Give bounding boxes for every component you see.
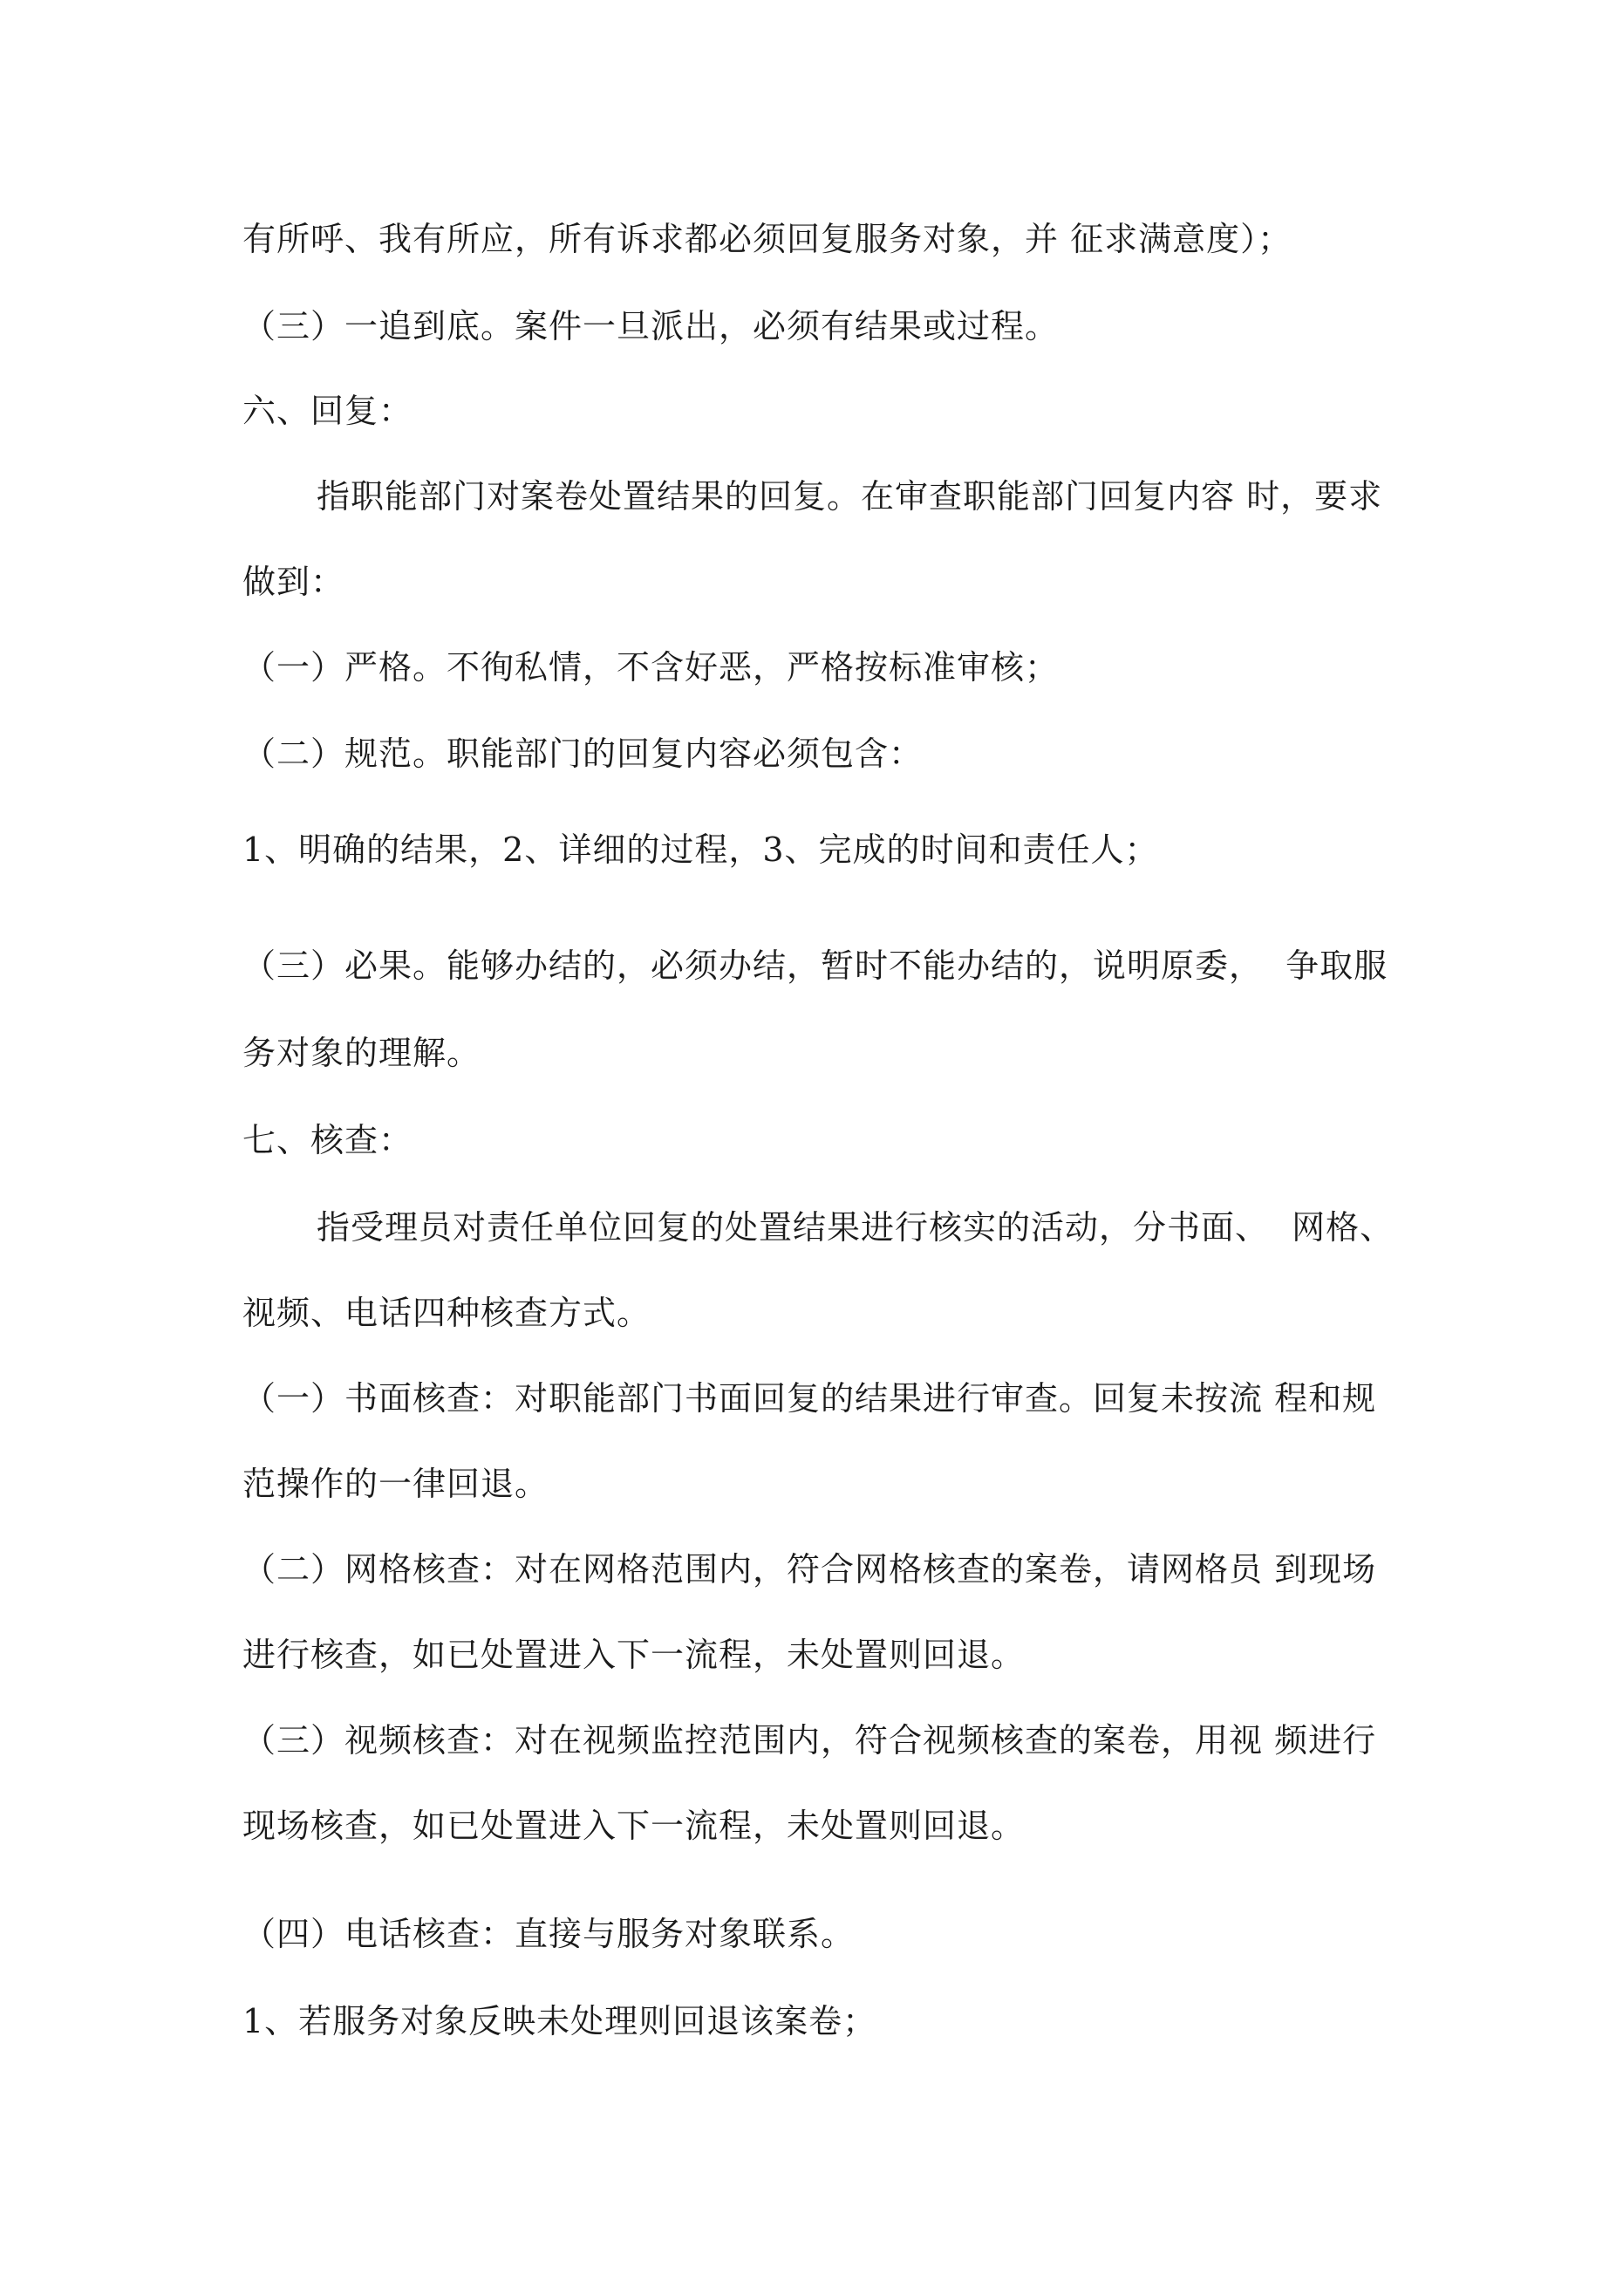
text-line: 范操作的一律回退。 — [242, 1465, 549, 1503]
text-line: 务对象的理解。 — [242, 1034, 481, 1072]
text-line: 1、明确的结果，2、详细的过程，3、完成的时间和责任人； — [242, 830, 1159, 869]
text-line: （一）书面核查：对职能部门书面回复的结果进行审查。回复未按流 程和规 — [242, 1379, 1377, 1418]
text-line: （三）必果。能够办结的，必须办结，暂时不能办结的，说明原委， 争取服 — [242, 946, 1388, 985]
text-line: 有所呼、我有所应，所有诉求都必须回复服务对象，并 征求满意度）； — [242, 220, 1292, 258]
section-heading: 六、回复： — [242, 392, 413, 430]
text-line: （三）视频核查：对在视频监控范围内，符合视频核查的案卷，用视 频进行 — [242, 1721, 1377, 1760]
text-line: 进行核查，如已处置进入下一流程，未处置则回退。 — [242, 1636, 1026, 1674]
text-line: （一）严格。不徇私情，不含好恶，严格按标准审核； — [242, 648, 1060, 687]
section-heading: 七、核查： — [242, 1121, 413, 1159]
text-line: 指受理员对责任单位回复的处置结果进行核实的活动，分书面、 网格、 — [317, 1208, 1395, 1247]
text-line: （二）规范。职能部门的回复内容必须包含： — [242, 735, 924, 773]
text-line: 做到： — [242, 563, 345, 601]
text-line: 现场核查，如已处置进入下一流程，未处置则回退。 — [242, 1807, 1026, 1845]
text-line: 视频、电话四种核查方式。 — [242, 1294, 651, 1332]
text-line: （二）网格核查：对在网格范围内，符合网格核查的案卷，请网格员 到现场 — [242, 1550, 1377, 1589]
text-line: 指职能部门对案卷处置结果的回复。在审查职能部门回复内容 时，要求 — [317, 477, 1383, 516]
text-line: （四）电话核查：直接与服务对象联系。 — [242, 1915, 856, 1953]
text-line: （三）一追到底。案件一旦派出，必须有结果或过程。 — [242, 307, 1060, 345]
text-line: 1、若服务对象反映未处理则回退该案卷； — [242, 2002, 877, 2040]
